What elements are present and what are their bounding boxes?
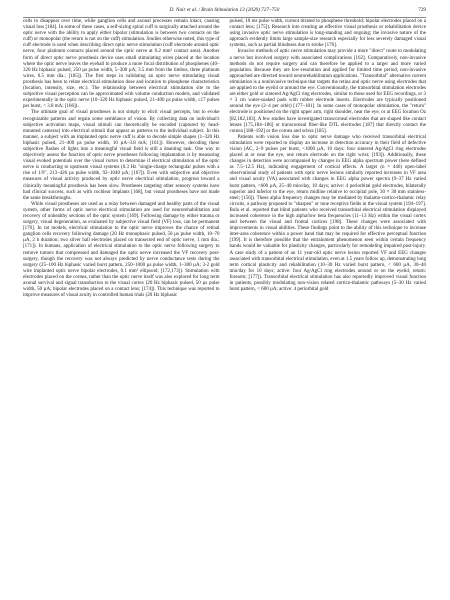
right-column xyxy=(230,19,427,592)
header-divider xyxy=(23,17,426,18)
running-header xyxy=(23,4,426,16)
right-paragraph-3: Patients with vision loss due to optic nerve damage who received transorbital electrical stimulation were reported to display an increase in detection accuracy in their field of defective vision (AC, 2–9 pulses per burst, <1000 µA, 10 days; four sintered Ag/AgCl ring electrodes placed at or near the eye, one return electrode on the right wrist; [193]). Additionally, these changes in detection were accompanied by changes in EEG alpha spectrum power (here defined as 7.5–12.5 Hz), indicating engagement of cortical effects. A larger (n = 446) open-label observational study of patients with optic nerve lesions similarly reported increases in VF area and visual acuity (VA) associated with changes in EEG alpha power spectra (9–37 Hz varied burst pattern, <600 µA, 25–40 min/day, 10 days; active: 4 periorbital gold electrodes, bilaterally superior and inferior to the eye, return midline relative to occipital pole, 30 × 30 mm stainless-steel; [156]). These alpha frequency changes may be mediated by thalamo-cortico-thalamic relay circuits, a pathway proposed to "sharpen" or tune receptive fields in the visual system [194–197]. Bola et al. reported that blind patients who received transorbital electrical stimulation displayed increased coherence in the high alpha/low beta frequencies (11–13 Hz) within the visual cortex and between the visual and frontal cortices [198]. These changes were associated with improvements in visual abilities. These findings point to the ability of this technique to increase inter-area coherence within a power band that may be required for effective perceptual function [199]. It is therefore possible that the entrainment phenomenon seen within certain frequency bands would be valuable for plasticity changes, particularly for remodeling impaired post-injury. A case study of a patient of an 11 year-old optic nerve lesion reported VF and EEG changes associated with transorbital electrical stimulation, even at 1.5 years follow up, demonstrating long term cortical plasticity and rehabilitation (10–30 Hz varied burst pattern, < 600 µA, 30–40 min/day for 10 days; active: four Ag/AgCl ring electrodes around or on the eyelid, return: forearm; [177]). Transorbital electrical stimulation has also reportedly improved visual function in patients, possibly modulating non-vision related cortico-thalamic pathways (5–30 Hz varied burst pattern, < 600 µA; active: 4 periorbital gold xyxy=(229,134,426,293)
left-paragraph-3: While visual prostheses are used as a relay between damaged and healthy parts of the visual system, other forms of optic nerve electrical stimulation are used for neurorehabilitation and recovery of unhealthy sections of the optic system [169]. Following damage by either trauma or surgery, visual degeneration, as evaluated by subjective visual field (VF) loss, can be permanent [170]. In rat models, electrical stimulation to the optic nerve improves the chance of retinal ganglion cells recovery following damage (20 Hz monophasic pulsed, 50 µs pulse width, 10–70 µA, 2 h duration; two silver ball electrodes placed on transected end of optic nerve, 1 mm dia.; [171]). In humans, application of electrical stimulation to the optic nerve following surgery to remove tumors that compressed and damaged the optic nerve increased the VF recovery post-surgery, though the recovery was not always predicted by nerve conductance tests during the surgery (25–100 Hz biphasic varied burst pattern, 250–1000 µs pulse width, 1–300 µA; 3-2 gold wire implanted optic nerve bipolar electrodes, 0.1 mm² ellipsoid; [172,173]). Stimulation with electrodes placed on the cornea, rather than the optic nerve itself was also explored for long term axonal survival and signal transduction to the visual cortex (20 Hz biphasic pulsed, 50 µs pulse width, 50 µA; bipolar electrodes placed on a contact lens; [174]). This technique was reported to improve measures of visual acuity in controlled human trials (20 Hz biphasic xyxy=(23,201,220,299)
right-paragraph-2: Invasive methods of optic nerve stimulation may provide a more "direct" route to modulating a nerve but involved surgery with associated complications [162]. Comparatively, non-invasive methods do not require surgery and can therefore be applied to a larger and more varied population. Because they are low-resolution and applied for limited time period, non-invasive approached are directed toward neurorehabilitation applications. "Transorbital" alternative current stimulation is a noninvasive technique that targets the retina and optic nerve using electrodes that are applied to the eyelid or around the eye. Conventionally, the transorbital stimulation electrodes are either gold or sintered Ag/AgCl ring electrodes, similar to those used for EEG recordings, or 3 × 3 cm water-soaked pads with rubber electrode inserts. Electrodes are typically positioned around the eye (2–4 per orbit) [177–181]. In some cases of monopolar stimulation, the "return" electrode is positioned on the right upper arm, right shoulder, near the eye, or at EEG location Oz [82,182,183]. A few studies have investigated transcorneal electrodes that are shaped like contact lenses [175,184–186] or transcorneal fiber-like DTL electrodes [187] that directly contact the cornea [188–192] or the cornea and sclera [185]. xyxy=(229,49,426,134)
two-column-body xyxy=(23,19,426,592)
page-number: 729 xyxy=(418,7,426,13)
left-column xyxy=(23,19,220,592)
left-paragraph-2: The ultimate goal of visual prostheses is not simply to elicit visual percepts, but to evoke recognizable patterns and regain some semblance of vision. By collecting data on individual's subjective activation maps, visual stimuli can theoretically be encoded (captured by head-mounted cameras) into electrical stimuli that appear as patterns to the individual subject. In this manner, a subject with an implanted optic nerve cuff is able to decode simple shapes (1–320 Hz biphasic pulsed, 21–400 µs pulse width, 10 µA–3.8 mA; [161]). However, decoding these subjective flashes of lights into a meaningful visual field is still a daunting task. One way to objectively assess the function of optic nerve prostheses following implantation is by measuring visual evoked potentials over the visual cortex to determine if electrical stimulation of the optic nerve is conducting to upstream visual systems (0.3 Hz "single-charge rectangular pulses with a rise of 1/9", 213–426 µs pulse width, 92–1040 µA; [167]). Even with subjective and objective measures of visual activity produced by optic nerve electrical stimulation, progress toward a clinically meaningful prosthesis has been slow. Prostheses targeting other sensory systems have had clinical success, such as with cochlear implants [168], but visual prostheses have not made the same breakthroughs. xyxy=(23,110,220,201)
running-header-citation: D. Nair et al. / Brain Stimulation 13 (2020) 727–750 xyxy=(169,7,280,13)
right-paragraph-1: pulsed, 10 ms pulse width, current titrated to phosphene threshold; bipolar electrodes placed on a contact lens; [175]). Research into creating an effective visual prosthesis or rehabilitation device using invasive optic nerve stimulation is long-standing and ongoing; the invasive nature of the approach evidently limits large sample-size research especially for less severely damaged visual systems, such as partial blindness due to stroke [176]. xyxy=(229,19,426,49)
left-paragraph-1: cells to disappear over time, while ganglion cells and axonal processes remain intact, causing visual loss [184]. In some of these cases, a self-sizing spiral cuff is surgically attached around the optic nerve with the ability to apply either bipolar (stimulation is between two contacts on the cuff) or monopolar (the return is not on the cuff) stimulation. Studies otherwise noted, this type of cuff electrode is used when describing direct optic nerve stimulation (cuff electrode around optic nerve, four platinum contacts placed around the optic nerve at 0.2 mm² contact area). Another form of direct optic nerve prosthesis device uses small stimulating wires placed at the location where the optic nerve leaves the eyeball to produce a more focal distribution of phosphenes (40–320 Hz biphasic pulsed, 250 µs pulse width, 5–300 µA; 3.5 mm from the limbus, three platinum wires, 0.5 mm dia.; [185]). The first steps in validating an optic nerve stimulating visual prosthesis has been to relate electrical stimulation dose and location to phosphene characteristics (location, intensity, size, etc.). The relationship between electrical stimulation site to the subjective visual perception can be approximated with volume conduction models, and validated experimentally in the optic nerve (10–320 Hz biphasic pulsed, 21–400 µs pulse width, ≤17 pulses per burst, < 3.8 mA; [166]). xyxy=(23,19,220,110)
